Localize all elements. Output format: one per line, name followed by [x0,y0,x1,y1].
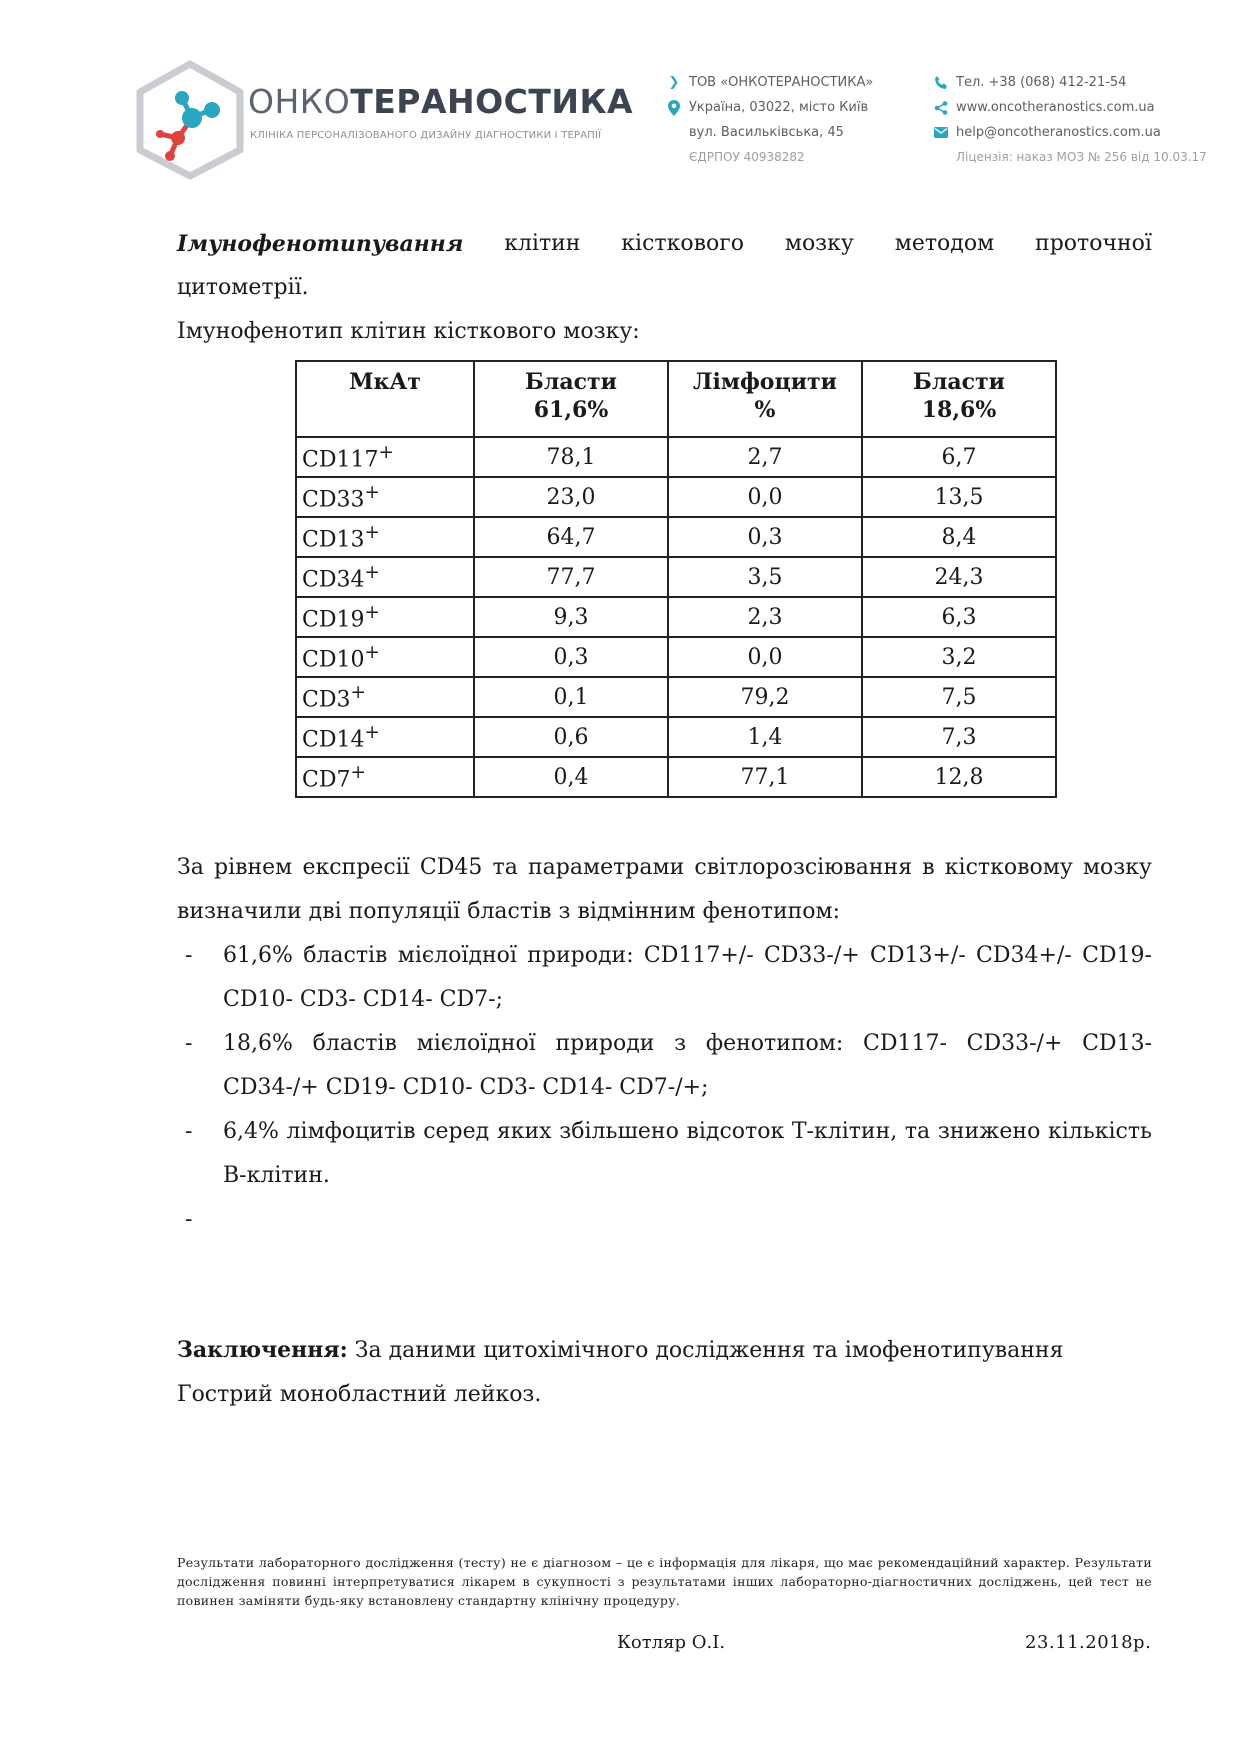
company-name-row [665,70,873,95]
edrpou-row [665,145,873,170]
logo-wordmark [248,82,633,121]
intro-lead: Імунофенотипування [177,231,464,257]
marker-sign: + [350,681,366,703]
address-line2: вул. Васильківська, 45 [689,125,844,140]
license-text: Ліцензія: наказ МОЗ № 256 від 10.03.17 [956,150,1207,164]
logo-subtitle: КЛІНІКА ПЕРСОНАЛІЗОВАНОГО ДИЗАЙНУ ДІАГНОСТИКИ І ТЕРАПІЇ [250,130,602,141]
report-date: 23.11.2018р. [1025,1632,1152,1653]
lymphocytes-value: 0,0 [668,477,862,517]
intro-line1 [177,222,1152,266]
table-row [296,437,1056,477]
phone-icon [932,76,950,90]
header-blasts-1: Бласти 61,6% [474,361,668,437]
marker-name: CD7 [302,767,351,793]
header-lymphocytes: Лімфоцити % [668,361,862,437]
blasts-18-value: 24,3 [862,557,1056,597]
blasts-18-value: 7,3 [862,717,1056,757]
table-row [296,477,1056,517]
marker-cell [296,597,474,637]
blasts-18-value: 7,5 [862,677,1056,717]
marker-sign: + [364,641,380,663]
share-icon [932,101,950,115]
logo-part1: ОНКО [248,82,351,121]
list-item: - 18,6% бластів мієлоїдної природи з фенотипом: CD117- CD33-/+ CD13- CD34-/+ CD19- CD10- CD3- CD14- CD7-/+; [177,1022,1152,1110]
conclusion-line [177,1328,1152,1373]
license-row [932,145,1207,170]
marker-cell [296,477,474,517]
marker-name: CD3 [302,687,351,713]
marker-name: CD117 [302,447,379,473]
logo-molecule-icon [130,60,250,180]
blasts-61-value: 9,3 [474,597,668,637]
findings-paragraph: За рівнем експресії CD45 та параметрами світлорозсіювання в кістковому мозку визначили дві популяції бластів з відмінним фенотипом: [177,855,1152,924]
bullet-dash: - [185,943,193,968]
table-header-row [296,361,1056,437]
phenotype-table [295,360,1057,798]
marker-sign: + [364,521,380,543]
marker-cell [296,677,474,717]
list-item [177,1198,1152,1242]
disclaimer: Результати лабораторного дослідження (тесту) не є діагнозом – це є інформація для лікаря, що має рекомендаційний характер. Результати дослідження повинні інтерпретуватися лікарем в сукупності з результатами інших лабораторно-діагностичних досліджень, цей тест не повинен заміняти будь-яку встановлену стандартну клінічну процедуру. [177,1555,1152,1608]
phone-number[interactable]: Тел. +38 (068) 412-21-54 [956,75,1127,90]
intro-word: методом [894,231,995,256]
edrpou-code: ЄДРПОУ 40938282 [689,150,805,164]
marker-name: CD34 [302,567,365,593]
address-row-2 [665,120,873,145]
blasts-61-value: 0,4 [474,757,668,797]
table-body [296,437,1056,797]
marker-name: CD10 [302,647,365,673]
intro-subheading: Імунофенотип клітин кісткового мозку: [177,319,640,344]
bullet-dash: - [185,1207,193,1232]
lymphocytes-value: 79,2 [668,677,862,717]
blasts-18-value: 3,2 [862,637,1056,677]
marker-cell [296,517,474,557]
website-link[interactable]: www.oncotheranostics.com.ua [956,100,1155,115]
table-row [296,557,1056,597]
intro-word: кісткового [621,231,744,256]
diagnosis: Гострий монобластний лейкоз. [177,1382,542,1407]
table-row [296,677,1056,717]
blasts-61-value: 64,7 [474,517,668,557]
marker-cell [296,557,474,597]
intro-word: клітин [504,231,581,256]
marker-sign: + [364,721,380,743]
email-row [932,120,1207,145]
company-info [665,70,873,170]
table-row [296,637,1056,677]
lymphocytes-value: 1,4 [668,717,862,757]
map-pin-icon [665,100,683,116]
phone-row [932,70,1207,95]
contact-info [932,70,1207,170]
lymphocytes-value: 0,0 [668,637,862,677]
marker-name: CD19 [302,607,365,633]
conclusion-section [177,1328,1152,1417]
conclusion-text: За даними цитохімічного дослідження та імофенотипування [354,1338,1064,1363]
marker-cell [296,717,474,757]
marker-sign: + [378,441,394,463]
lymphocytes-value: 0,3 [668,517,862,557]
marker-sign: + [350,761,366,783]
blasts-61-value: 0,1 [474,677,668,717]
table-row [296,597,1056,637]
chevron-right-icon: ❯ [668,75,680,90]
list-item: - 61,6% бластів мієлоїдної природи: CD117+/- CD33-/+ CD13+/- CD34+/- CD19- CD10- CD3- CD14- CD7-; [177,934,1152,1022]
marker-name: CD13 [302,527,365,553]
table-row [296,517,1056,557]
header-blasts-2: Бласти 18,6% [862,361,1056,437]
intro-paragraph [177,222,1152,310]
logo-part2: ТЕРАНОСТИКА [350,82,634,121]
marker-cell [296,437,474,477]
blasts-61-value: 78,1 [474,437,668,477]
findings-section [177,846,1152,1242]
intro-word: мозку [784,231,854,256]
address-row [665,95,873,120]
marker-sign: + [364,561,380,583]
intro-section [177,222,1152,354]
email-link[interactable]: help@oncotheranostics.com.ua [956,125,1161,140]
blasts-18-value: 8,4 [862,517,1056,557]
blasts-61-value: 23,0 [474,477,668,517]
blasts-18-value: 13,5 [862,477,1056,517]
signature: Котляр О.І. [617,1632,726,1653]
mail-icon [932,127,950,138]
marker-name: CD33 [302,487,365,513]
list-item: - 6,4% лімфоцитів серед яких збільшено відсоток Т-клітин, та знижено кількість В-клітин. [177,1110,1152,1198]
lymphocytes-value: 77,1 [668,757,862,797]
blasts-61-value: 77,7 [474,557,668,597]
intro-line1-tail: цитометрії. [177,275,309,300]
marker-name: CD14 [302,727,365,753]
blasts-18-value: 12,8 [862,757,1056,797]
lymphocytes-value: 3,5 [668,557,862,597]
marker-sign: + [364,481,380,503]
lymphocytes-value: 2,7 [668,437,862,477]
blasts-61-value: 0,3 [474,637,668,677]
blasts-61-value: 0,6 [474,717,668,757]
company-name: ТОВ «ОНКОТЕРАНОСТИКА» [689,75,874,90]
address-line1: Україна, 03022, місто Київ [689,100,869,115]
letterhead [120,52,1207,182]
blasts-18-value: 6,3 [862,597,1056,637]
marker-sign: + [364,601,380,623]
table-row [296,717,1056,757]
bullet-dash: - [185,1031,193,1056]
website-row [932,95,1207,120]
header-mkat: МкАт [296,361,474,437]
marker-cell [296,757,474,797]
findings-list [177,934,1152,1242]
bullet-dash: - [185,1119,193,1144]
conclusion-label: Заключення: [177,1337,348,1363]
intro-word: проточної [1035,231,1152,256]
blasts-18-value: 6,7 [862,437,1056,477]
phenotype-table-wrapper [295,360,1057,798]
marker-cell [296,637,474,677]
lymphocytes-value: 2,3 [668,597,862,637]
table-row [296,757,1056,797]
